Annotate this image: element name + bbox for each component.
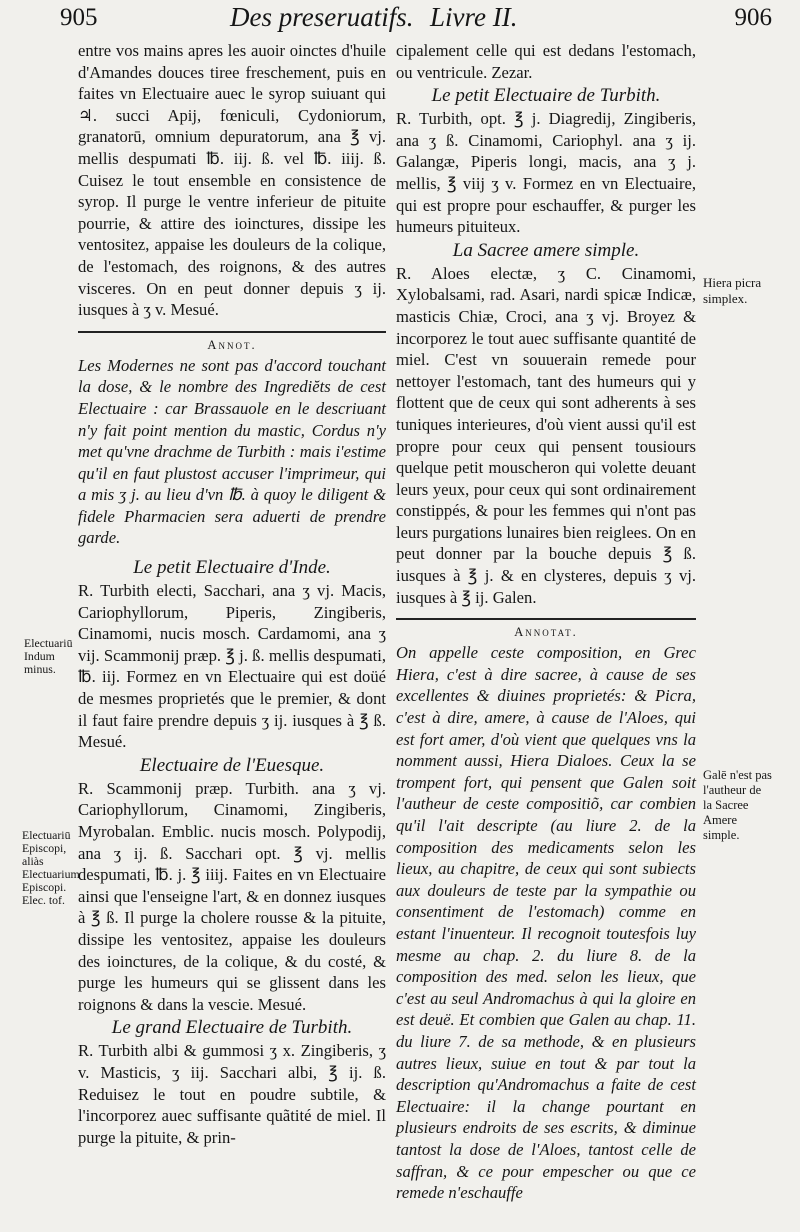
annotation-text: On appelle ceste composition, en Grec Hiera, c'est à dire sacree, à cause de ses excellentes & diuines proprietés: & Picra, c'est à dire, amere, à cause de l'Aloes, qui est fort amer, d'où vient que quelques vns la nomment aussi, Hiera Dialoes. Ceux la se trompent fort, qui pensent que Galen soit l'autheur de ceste compositiõ, car combien qu'il l'ait descripte (au liure 2. de la composition des medicaments selon les lieux, au chapitre, de ceux qui sont subiects aux douleurs de teste par la sympathie ou consentiment de l'estomach) comme en estant l'inuenteur. Il recognoit toutesfois luy mesme au chap. 2. du liure 8. de la composition des med. selon les lieux, que c'est au seul Andromachus à qui la gloire en est deuë. Et combien que Galen au chap. 11. du liure 7. de sa methode, & en plusieurs autres lieux, suiue en tout & par tout la description qu'Andromachus a faite de cest Electuaire: il la change pourtant en plusieurs endroits de ses escrits, & diminue tantost la dose de l'Aloes, tantost celle de saffran, & ce pour empescher ou que ce remede n'eschauffe (396, 643, 696, 1203)
margin-note-left-2: Electuariū Episcopi, aliàs Electuarium Episcopi. Elec. tof. (22, 828, 80, 907)
recipe-petit-turbith: R. Turbith, opt. ℥ j. Diagredij, Zingiberis, ana ʒ ß. Cinamomi, Cariophyl. ana ʒ ij. Galangæ, Piperis longi, macis, ana ʒ j. mellis, ℥ viij ʒ v. Formez en vn Electuaire, qui est propre pour eschauffer, & purger les humeurs pituiteux. (396, 109, 696, 237)
annotation-label: Annot. (207, 337, 257, 352)
margin-note-left-1: Electuariū Indum minus. (24, 636, 73, 676)
book-label: Livre II. (430, 2, 518, 32)
section-title-petit-turbith: Le petit Electuaire de Turbith. (431, 85, 661, 107)
right-column (396, 40, 696, 1204)
divider-rule (396, 618, 696, 620)
running-header (60, 2, 772, 38)
recipe-grand-electuaire: R. Turbith albi & gummosi ʒ x. Zingiberis, ʒ v. Masticis, ʒ iij. Sacchari albi, ℥ ij. ß. Reduisez le tout en poudre subtile, & l'incorporez auec suffisante quãtité de miel. Il purge la pituite, & prin- (78, 1041, 386, 1147)
section-title-grand-electuaire: Le grand Electuaire de Turbith. (111, 1017, 353, 1039)
section-title-electuaire-euesque: Electuaire de l'Euesque. (139, 754, 325, 776)
recipe-sacree-amere: R. Aloes electæ, ʒ C. Cinamomi, Xylobalsami, rad. Asari, nardi spicæ Indicæ, masticis Chiæ, Croci, ana ʒ vj. Broyez & incorporez le tout auec suffisante quantité de miel. C'est vn souuerain remede pour nettoyer l'estomach, tant des humeurs qui y flottent que de ceux qui sont adherents à ses tuniques interieures, d'où vient aussi qu'il est propre pour ceux qui pensent tousiours quelque petit mouscheron qui volette deuant leurs yeux, pour ceux qui sont ordinairement constippés, & pour les femmes qui n'ont pas leurs purgations lunaires bien reiglees. On en peut donner par la bouche depuis ℥ ß. iusques à ℥ j. & en clysteres, depuis ʒ vj. iusques à ℥ ij. Galen. (396, 263, 696, 607)
divider-rule (78, 331, 386, 333)
page-number-left: 905 (60, 4, 98, 31)
page-number-right: 906 (734, 4, 772, 31)
margin-note-right-1: Hiera picra simplex. (703, 275, 762, 306)
recipe-electuaire-inde: R. Turbith electi, Sacchari, ana ʒ vj. Macis, Cariophyllorum, Piperis, Zingiberis, Cinamomi, nucis mosch. Cardamomi, ana ʒ vij. Scammonij præp. ℥ j. ß. mellis despumati, ℔. iij. Formez en vn Electuaire qui est doüé de mesmes proprietés que le premier, & dont il faut faire prendre depuis ʒ ij. iusques à ℥ ß. Mesué. (78, 581, 386, 752)
running-title: Des preseruatifs. (230, 2, 414, 32)
left-paragraph-1: entre vos mains apres les auoir oinctes d'huile d'Amandes douces tiree freschement, puis en faites vn Electuaire auec le syrop suiuant qui ♃. succi Apij, fœniculi, Cydoniorum, granatorū, omnium depuratorum, ana ℥ vj. mellis despumati ℔. iij. ß. vel ℔. iiij. ß. Cuisez le tout ensemble en consistence de syrop. Il purge le ventre inferieur de pituite pourrie, & attire des ioinctures, dissipe les ventositez, appaise les douleurs de la colique, de l'estomach, des roignons, & des autres visceres. On en peut donner depuis ʒ ij. iusques à ʒ v. Mesué. (78, 41, 386, 320)
annotation-label: Annotat. (514, 625, 578, 640)
margin-note-right-2: Galē n'est pas l'autheur de la Sacree Amere simple. (703, 768, 772, 842)
right-paragraph-1: cipalement celle qui est dedans l'estomach, ou ventricule. Zezar. (396, 41, 696, 82)
left-column (78, 40, 386, 1148)
annotation-text: Les Modernes ne sont pas d'accord touchant la dose, & le nombre des Ingrediĕts de cest Electuaire : car Brassauole en le descriuant n'y fait point mention du mastic, Cordus n'y met qu'vne drachme de Turbith : mais i'estime qu'il en faut plustost accuser l'imprimeur, qui a mis ʒ j. au lieu d'vn ℔. à quoy le diligent & fidele Pharmacien sera aduerti de prendre garde. (78, 355, 386, 548)
section-title-electuaire-inde: Le petit Electuaire d'Inde. (133, 557, 331, 579)
recipe-electuaire-euesque: R. Scammonij præp. Turbith. ana ʒ vj. Cariophyllorum, Cinamomi, Zingiberis, Myrobalan. Emblic. nucis mosch. Polypodij, ana ʒ ij. ß. Sacchari opt. ℥ vj. mellis despumati, ℔. j. ℥ iiij. Faites en vn Electuaire ainsi que l'enseigne l'art, & en donnez iusques à ℥ ß. Il purge la cholere rousse & la pituite, dissipe les ventositez, appaise les douleurs des ioinctures, de la colique, & du costé, & purge les humeurs qui se glissent dans les roignons & dans la vescie. Mesué. (78, 778, 386, 1014)
section-title-sacree-amere: La Sacree amere simple. (452, 239, 640, 261)
